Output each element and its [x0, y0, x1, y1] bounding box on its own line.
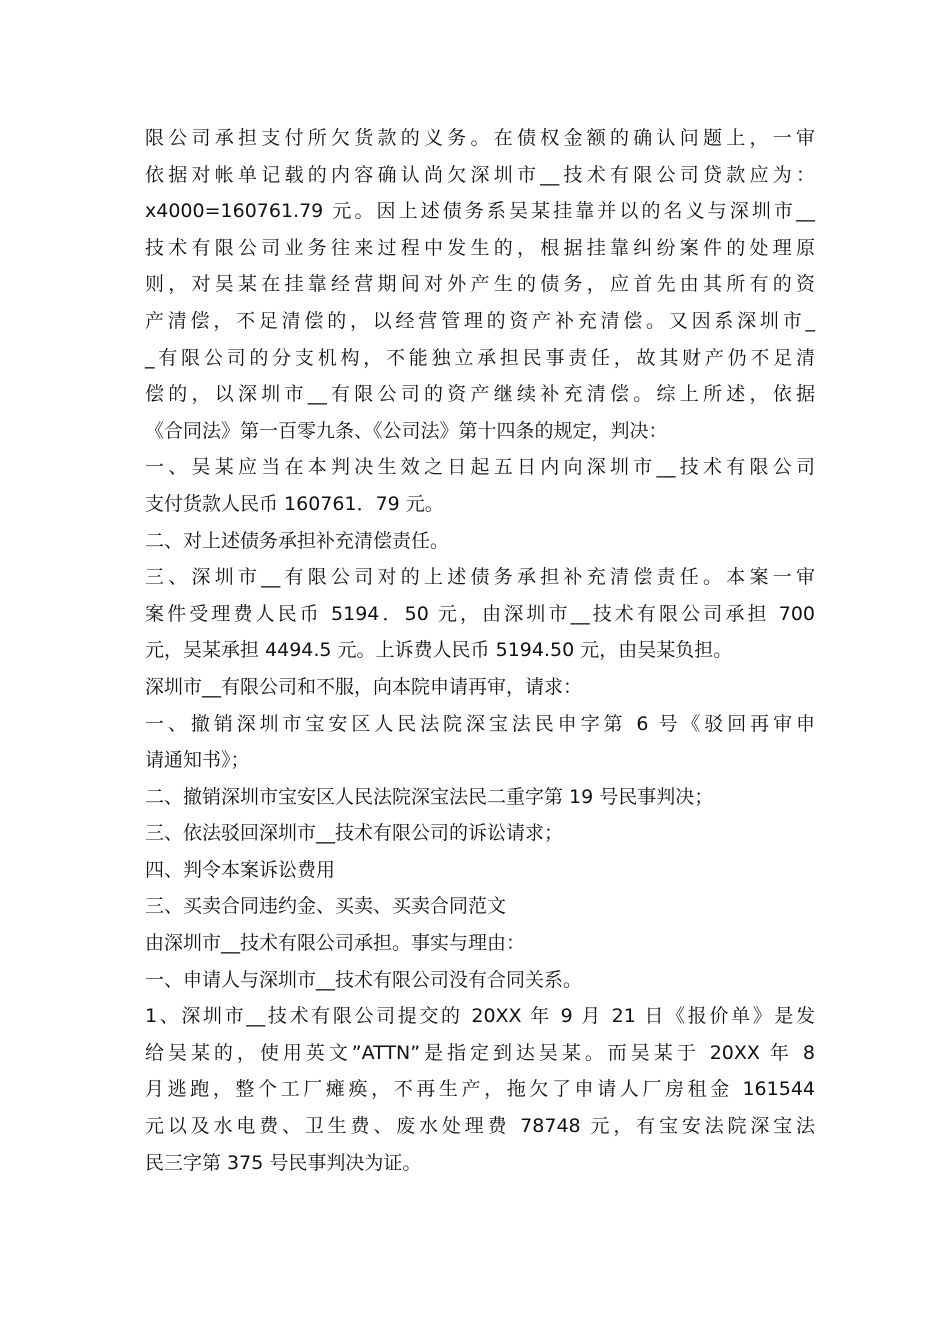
text-line: 二、撤销深圳市宝安区人民法院深宝法民二重字第 19 号民事判决；	[145, 785, 714, 808]
text-line: 依据对帐单记载的内容确认尚欠深圳市__技术有限公司贷款应为：	[145, 163, 815, 186]
text-line: 案件受理费人民币 5194．50 元，由深圳市__技术有限公司承担 700	[145, 602, 815, 625]
text-line: 一、撤销深圳市宝安区人民法院深宝法民申字第 6 号《驳回再审申	[145, 712, 815, 735]
text-line: 元以及水电费、卫生费、废水处理费 78748 元，有宝安法院深宝法	[145, 1115, 815, 1138]
text-line: 则，对吴某在挂靠经营期间对外产生的债务，应首先由其所有的资	[145, 273, 815, 296]
text-line: 1、深圳市__技术有限公司提交的 20XX 年 9 月 21 日《报价单》是发	[145, 1005, 815, 1028]
text-line: 一、申请人与深圳市__技术有限公司没有合同关系。	[145, 968, 583, 991]
text-line: 由深圳市__技术有限公司承担。事实与理由：	[145, 932, 526, 955]
text-line: 三、买卖合同违约金、买卖、买卖合同范文	[145, 895, 507, 918]
text-line: 四、判令本案诉讼费用	[145, 858, 336, 881]
text-line: 深圳市__有限公司和不服，向本院申请再审，请求：	[145, 675, 583, 698]
text-line: 民三字第 375 号民事判决为证。	[145, 1151, 422, 1174]
text-line: 元，吴某承担 4494.5 元。上诉费人民币 5194.50 元，由吴某负担。	[145, 639, 733, 662]
text-line: 《合同法》第一百零九条、《公司法》第十四条的规定，判决：	[145, 419, 668, 442]
text-line: 支付货款人民币 160761．79 元。	[145, 492, 444, 515]
text-line: 技术有限公司业务往来过程中发生的，根据挂靠纠纷案件的处理原	[145, 236, 815, 259]
text-line: 给吴某的，使用英文”ATTN”是指定到达吴某。而吴某于 20XX 年 8	[145, 1041, 815, 1064]
text-line: _有限公司的分支机构，不能独立承担民事责任，故其财产仍不足清	[145, 346, 815, 369]
text-line: 请通知书》；	[145, 749, 250, 772]
text-line: 偿的，以深圳市__有限公司的资产继续补充清偿。综上所述，依据	[145, 383, 815, 406]
text-line: 三、依法驳回深圳市__技术有限公司的诉讼请求；	[145, 822, 564, 845]
text-line: 二、对上述债务承担补充清偿责任。	[145, 529, 450, 552]
text-line: 三、深圳市__有限公司对的上述债务承担补充清偿责任。本案一审	[145, 566, 815, 589]
text-line: 限公司承担支付所欠货款的义务。在债权金额的确认问题上，一审	[145, 127, 815, 149]
document-body	[145, 120, 815, 1181]
text-line: 产清偿，不足清偿的，以经营管理的资产补充清偿。又因系深圳市_	[145, 309, 815, 332]
text-line: 月逃跑，整个工厂瘫痪，不再生产，拖欠了申请人厂房租金 161544	[145, 1078, 815, 1101]
text-line: x4000=160761.79 元。因上述债务系吴某挂靠并以的名义与深圳市__	[145, 200, 815, 223]
text-line: 一、吴某应当在本判决生效之日起五日内向深圳市__技术有限公司	[145, 456, 815, 479]
